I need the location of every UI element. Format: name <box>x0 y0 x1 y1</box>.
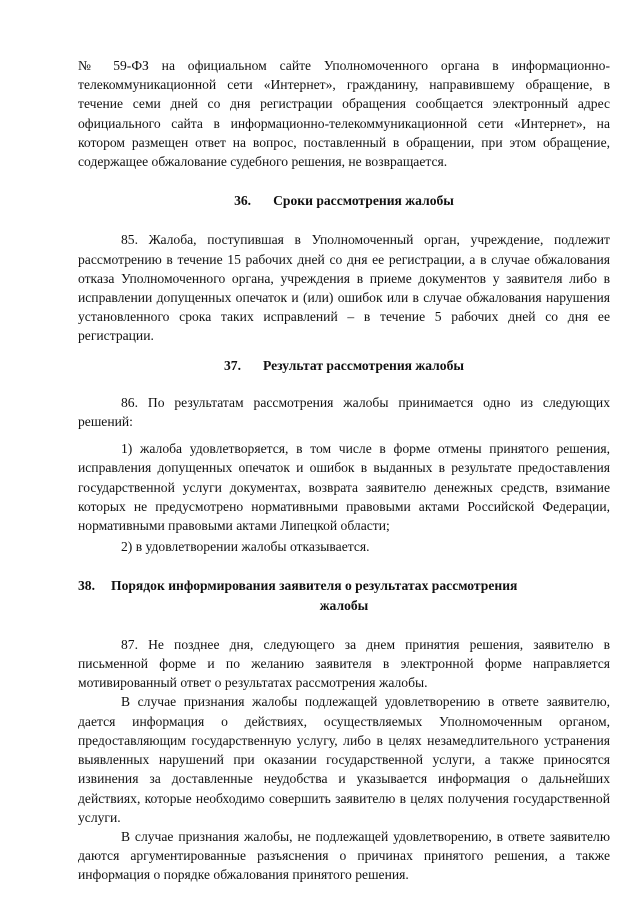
list-item-1: 1) жалоба удовлетворяется, в том числе в форме отмены принятого решения, исправления допущенных опечаток и ошибок в выданных в результате предоставления государственной услуги документах, возврата заявителю денежных средств, взимание которых не предусмотрено нормативными правовыми актами Российской Федерации, нормативными правовыми актами Липецкой области; <box>78 441 610 534</box>
paragraph-satisfied: В случае признания жалобы подлежащей удовлетворению в ответе заявителю, дается информация о действиях, осуществляемых Уполномоченным органом, предоставляющим государственную услугу, либо в целях незамедлительного устранения выявленных нарушений при оказании государственной услуги, а также приносятся извинения за доставленные неудобства и указывается информация о дальнейших действиях, которые необходимо совершить заявителю в целях получения государственной услуги. <box>78 694 610 825</box>
section-36-title: Сроки рассмотрения жалобы <box>273 193 454 209</box>
section-38-title-line1: Порядок информирования заявителя о результатах рассмотрения <box>111 578 518 594</box>
section-38-number: 38. <box>78 578 95 594</box>
paragraph-87: 87. Не позднее дня, следующего за днем принятия решения, заявителю в письменной форме и по желанию заявителя в электронной форме направляется мотивированный ответ о результатах рассмотрения жалобы. <box>78 636 610 691</box>
section-38-heading <box>78 576 610 614</box>
section-38-title-line2: жалобы <box>319 597 369 613</box>
section-36-number: 36. <box>234 193 252 209</box>
intro-paragraph: № 59-ФЗ на официальном сайте Уполномоченного органа в информационно-телекоммуникационной сети «Интернет», гражданину, направившему обращение, в течение семи дней со дня регистрации обращения сообщается электронный адрес официального сайта в информационно-телекоммуникационной сети «Интернет», на котором размещен ответ на вопрос, поставленный в обращении, при этом обращение, содержащее обжалование судебного решения, не возвращается. <box>78 58 610 170</box>
list-item-2: 2) в удовлетворении жалобы отказывается. <box>121 539 370 555</box>
paragraph-rejected: В случае признания жалобы, не подлежащей удовлетворению, в ответе заявителю даются аргументированные разъяснения о причинах принятого решения, а также информация о порядке обжалования принятого решения. <box>78 828 610 883</box>
paragraph-86: 86. По результатам рассмотрения жалобы принимается одно из следующих решений: <box>78 394 610 430</box>
section-37-heading <box>78 356 610 375</box>
paragraph-85: 85. Жалоба, поступившая в Уполномоченный орган, учреждение, подлежит рассмотрению в течение 15 рабочих дней со дня ее регистрации, а в случае обжалования отказа Уполномоченного органа, учреждения в приеме документов у заявителя либо в исправлении допущенных опечаток и (или) ошибок или в случае обжалования нарушения установленного срока таких исправлений – в течение 5 рабочих дней со дня ее регистрации. <box>78 232 610 344</box>
section-36-heading <box>78 191 610 210</box>
section-37-title: Результат рассмотрения жалобы <box>262 357 465 373</box>
section-37-number: 37. <box>223 357 241 373</box>
